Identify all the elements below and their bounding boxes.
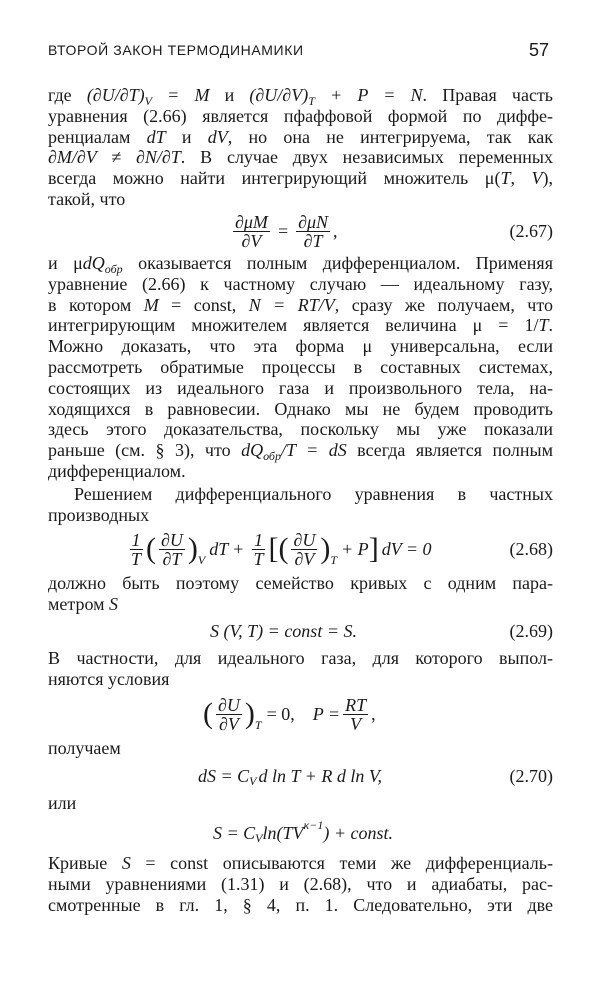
equation-number: (2.67) bbox=[509, 220, 553, 241]
subscript: V bbox=[255, 830, 263, 845]
math-fragment: T bbox=[538, 315, 549, 336]
text-fragment: всегда является полным bbox=[346, 440, 553, 461]
text-line bbox=[48, 419, 553, 440]
math-fragment: dT bbox=[146, 126, 166, 147]
equation-number: (2.68) bbox=[509, 538, 553, 559]
denominator: ∂T bbox=[162, 548, 182, 569]
text-fragment: = const, bbox=[158, 294, 249, 315]
subscript: T bbox=[254, 717, 262, 732]
text-line bbox=[48, 505, 553, 526]
text-fragment: Кривые bbox=[48, 853, 122, 873]
text-fragment: Решением дифференциального уравнения в частных bbox=[74, 484, 553, 504]
term: ) + const. bbox=[323, 822, 394, 843]
left-paren: ( bbox=[203, 697, 213, 730]
text-line bbox=[48, 106, 553, 127]
math-fragment: T bbox=[500, 168, 511, 189]
numerator: RT bbox=[345, 694, 367, 715]
numerator: ∂μN bbox=[298, 211, 329, 232]
text-line bbox=[48, 189, 553, 210]
denominator: V bbox=[350, 713, 362, 734]
term: dV = 0 bbox=[381, 538, 432, 559]
text-line bbox=[48, 895, 553, 916]
text-line bbox=[48, 274, 553, 295]
text-fragment: производных bbox=[48, 504, 150, 525]
equals: = bbox=[277, 220, 289, 241]
denominator: ∂V bbox=[294, 548, 315, 569]
math-fragment: M bbox=[143, 294, 159, 315]
math-fragment: dQ bbox=[82, 253, 105, 273]
term: dS = C bbox=[198, 765, 250, 786]
math-fragment: + P = N bbox=[314, 85, 423, 105]
term: dT bbox=[209, 538, 229, 559]
term: = 0, bbox=[266, 703, 295, 724]
math-fragment: обр bbox=[263, 449, 281, 464]
text-fragment: получаем bbox=[48, 738, 121, 758]
left-bracket: [( bbox=[268, 532, 289, 565]
text-fragment: всегда можно найти интегрирующий множитель μ( bbox=[48, 168, 501, 189]
math-fragment: dQ bbox=[241, 440, 264, 461]
math-fragment: обр bbox=[104, 262, 123, 276]
paragraph bbox=[48, 738, 553, 759]
text-fragment: такой, что bbox=[48, 188, 126, 209]
text-line bbox=[48, 669, 553, 690]
math-fragment: ∂M/∂V ≠ ∂N/∂T bbox=[48, 147, 181, 168]
text-line bbox=[48, 461, 553, 482]
text-fragment: . В случае двух независимых переменных bbox=[180, 147, 553, 168]
equation-entropy bbox=[48, 816, 553, 850]
math-fragment: S bbox=[109, 593, 119, 614]
math-fragment: V bbox=[531, 168, 543, 189]
term: S = C bbox=[213, 822, 256, 843]
numerator: ∂U bbox=[293, 529, 316, 550]
text-line bbox=[48, 594, 553, 615]
equation-ideal-gas-conditions bbox=[48, 692, 553, 736]
text-line bbox=[48, 357, 553, 378]
denominator: T bbox=[253, 548, 264, 569]
text-fragment: и bbox=[165, 126, 208, 147]
math-fragment: /T = dS bbox=[280, 440, 347, 461]
text-fragment: в котором bbox=[48, 294, 144, 315]
text-line bbox=[48, 793, 553, 814]
text-fragment: ходящихся в равновесии. Однако мы не будем проводить bbox=[48, 398, 553, 419]
text-fragment: интегрирующим множителем является величина μ = 1/ bbox=[48, 315, 539, 336]
text-fragment: или bbox=[48, 793, 77, 813]
text-line bbox=[48, 253, 553, 274]
math-fragment: S bbox=[121, 853, 131, 873]
term: + P bbox=[341, 538, 369, 559]
text-fragment: няются условия bbox=[48, 668, 170, 689]
math-fragment: T bbox=[308, 94, 315, 108]
math-fragment: dV bbox=[207, 126, 228, 147]
text-fragment: ренциалам bbox=[48, 126, 147, 147]
running-title: ВТОРОЙ ЗАКОН ТЕРМОДИНАМИКИ bbox=[48, 42, 304, 58]
text-line bbox=[48, 336, 553, 357]
equation-2-70 bbox=[48, 761, 553, 791]
term: ln(TV bbox=[262, 822, 304, 843]
denominator: ∂T bbox=[303, 230, 323, 251]
denominator: ∂V bbox=[241, 230, 262, 251]
equation-number: (2.69) bbox=[509, 620, 553, 641]
numerator: ∂U bbox=[218, 694, 240, 715]
denominator: ∂V bbox=[219, 713, 239, 734]
superscript: κ−1 bbox=[303, 817, 324, 832]
page-number: 57 bbox=[528, 40, 549, 60]
subscript: V bbox=[249, 773, 257, 788]
text-fragment: и μ bbox=[48, 253, 83, 273]
paragraph bbox=[48, 253, 553, 482]
math-fragment: = M bbox=[151, 85, 210, 105]
text-fragment: рассмотреть обратимые процессы в составных системах, bbox=[48, 356, 553, 377]
equation-body: S (V, T) = const = S. bbox=[210, 620, 357, 641]
right-paren: ) bbox=[187, 532, 198, 565]
text-line bbox=[48, 484, 553, 505]
subscript: V bbox=[197, 552, 206, 567]
text-fragment: В частности, для идеального газа, для которого выпол- bbox=[48, 648, 553, 668]
right-paren: ) bbox=[244, 697, 255, 730]
math-fragment: (∂U/∂T) bbox=[86, 85, 145, 105]
text-fragment: , но она не интегрируема, так как bbox=[227, 126, 553, 147]
paragraph bbox=[48, 853, 553, 915]
text-fragment: ), bbox=[542, 168, 553, 189]
text-fragment: здесь этого доказательства, поскольку мы уже показали bbox=[48, 419, 553, 440]
math-fragment: N = RT/V bbox=[248, 294, 335, 315]
text-fragment: . bbox=[548, 315, 553, 336]
right-paren: ) bbox=[320, 532, 331, 565]
text-line bbox=[48, 648, 553, 669]
text-line bbox=[48, 315, 553, 336]
left-paren: ( bbox=[146, 532, 157, 565]
text-line bbox=[48, 399, 553, 420]
text-line bbox=[48, 295, 553, 316]
equation-number: (2.70) bbox=[509, 765, 553, 786]
text-fragment: . Правая часть bbox=[422, 85, 554, 105]
paragraph bbox=[48, 648, 553, 690]
text-line bbox=[48, 127, 553, 148]
right-bracket: ] bbox=[368, 532, 379, 565]
equation-2-68 bbox=[48, 527, 553, 571]
numerator: ∂μM bbox=[235, 211, 268, 232]
paragraph bbox=[48, 484, 553, 526]
text-fragment: дифференциалом. bbox=[48, 460, 186, 481]
subscript: T bbox=[330, 552, 338, 567]
math-fragment: (∂U/∂V) bbox=[249, 85, 309, 105]
text-fragment: оказывается полным дифференциалом. Применяя bbox=[122, 253, 553, 273]
numerator: 1 bbox=[131, 529, 141, 550]
denominator: T bbox=[131, 548, 142, 569]
text-fragment: уравнение (2.66) к частному случаю — идеальному газу, bbox=[48, 273, 553, 294]
text-fragment: , bbox=[510, 168, 532, 189]
running-header bbox=[48, 40, 553, 64]
comma: , bbox=[333, 220, 338, 241]
paragraph bbox=[48, 573, 553, 615]
text-line bbox=[48, 168, 553, 189]
text-fragment: смотренные в гл. 1, § 4, п. 1. Следовательно, эти две bbox=[48, 894, 553, 915]
paragraph bbox=[48, 85, 553, 210]
text-fragment: и bbox=[209, 85, 250, 105]
text-fragment: состоящих из идеального газа и произвольного тела, на- bbox=[48, 377, 553, 398]
term: d ln T + R d ln V, bbox=[258, 765, 383, 786]
text-fragment: раньше (см. § 3), что bbox=[48, 440, 242, 461]
text-line bbox=[48, 378, 553, 399]
text-line bbox=[48, 440, 553, 464]
text-fragment: уравнения (2.66) является пфаффовой формой по диффе- bbox=[48, 105, 553, 126]
text-fragment: ными уравнениями (1.31) и (2.68), что и адиабаты, рас- bbox=[48, 873, 553, 894]
paragraph bbox=[48, 793, 553, 814]
text-fragment: Можно доказать, что эта форма μ универсальна, если bbox=[48, 336, 553, 357]
plus: + bbox=[233, 538, 244, 559]
comma: , bbox=[371, 703, 376, 724]
text-line bbox=[48, 853, 553, 874]
numerator: 1 bbox=[253, 529, 263, 550]
text-line bbox=[48, 147, 553, 168]
text-fragment: где bbox=[48, 85, 87, 105]
text-line bbox=[48, 85, 553, 106]
equation-2-67 bbox=[48, 211, 553, 251]
numerator: ∂U bbox=[161, 529, 183, 550]
text-fragment: метром bbox=[48, 593, 110, 614]
term: P = bbox=[312, 703, 341, 724]
text-fragment: должно быть поэтому семейство кривых с одним пара- bbox=[48, 573, 553, 593]
math-fragment: V bbox=[144, 94, 152, 108]
text-line bbox=[48, 874, 553, 895]
text-fragment: = const описываются теми же дифференциаль- bbox=[130, 853, 553, 873]
text-fragment: , сразу же получаем, что bbox=[334, 294, 553, 315]
equation-2-69 bbox=[48, 616, 553, 646]
text-line bbox=[48, 573, 553, 594]
text-line bbox=[48, 738, 553, 759]
